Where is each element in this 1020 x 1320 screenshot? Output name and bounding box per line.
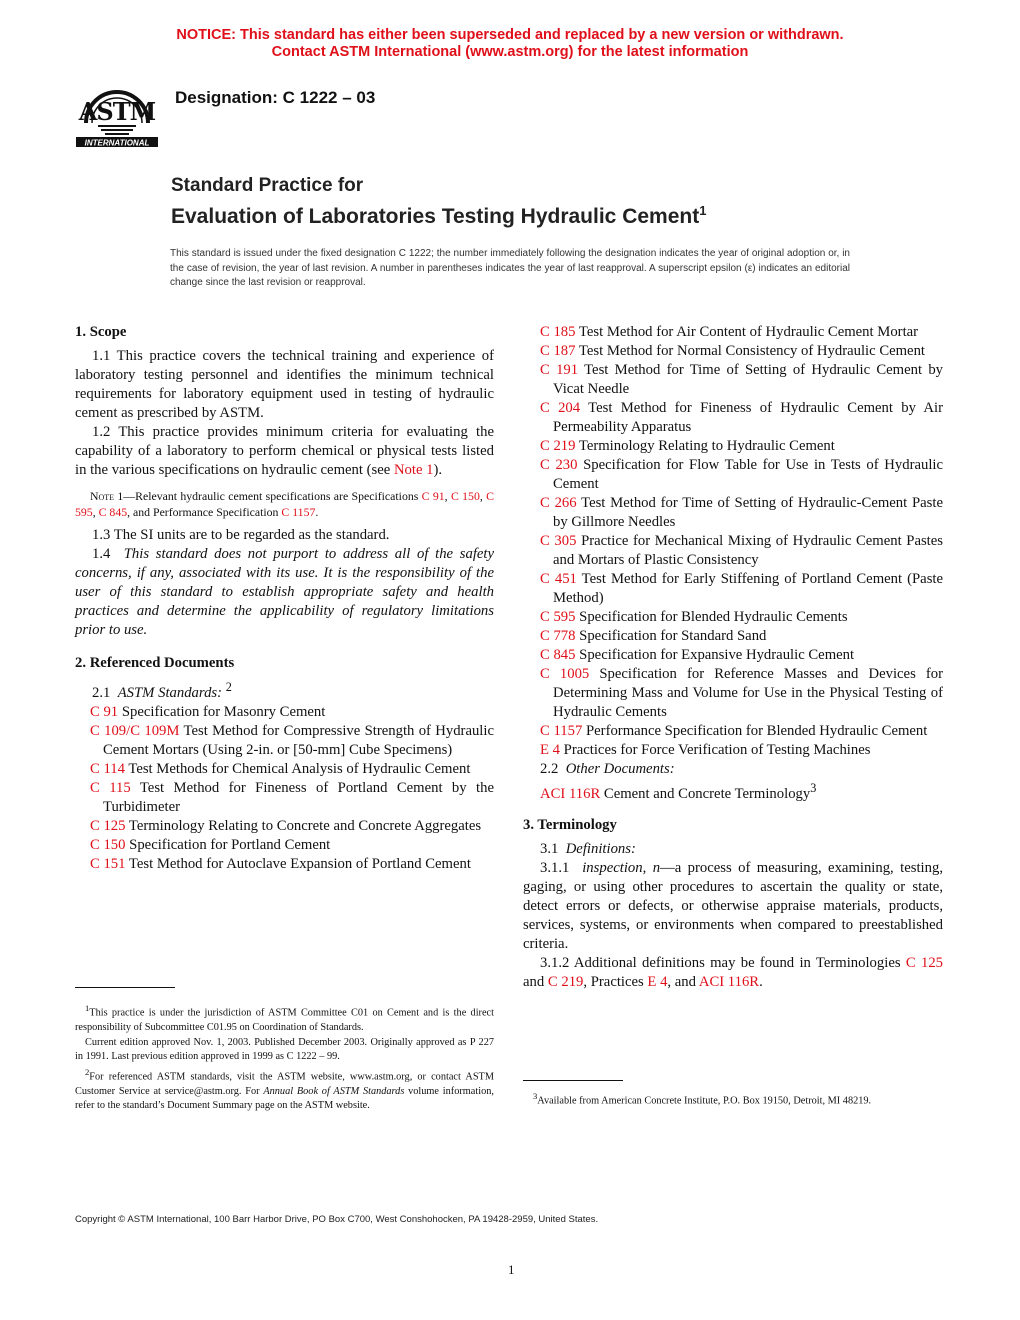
standard-title: Test Method for Fineness of Hydraulic Cement by Air Permeability Apparatus [553,400,944,435]
standard-link[interactable]: C 185 [540,324,576,340]
para-1-2: 1.2 This practice provides minimum criteria for evaluating the capability of a laboratory to perform chemical or physical tests listed in the various specifications on hydraulic cement (see Note 1). [75,424,494,478]
para-1-3: 1.3 The SI units are to be regarded as the standard. [92,527,390,543]
referenced-item [523,399,943,437]
footnote-3: $^3$Available from American Concrete Institute, P.O. Box 19150, Detroit, MI 48219. [533,1091,872,1107]
standard-link[interactable]: C 191 [540,362,579,378]
svg-text:INTERNATIONAL: INTERNATIONAL [84,138,150,148]
referenced-item [523,532,943,570]
section-1-heading: 1. Scope [75,324,127,340]
standard-link[interactable]: C 151 [90,855,126,872]
referenced-item [523,608,943,627]
left-column [75,323,494,874]
footnote-1-edition: Current edition approved Nov. 1, 2003. Published December 2003. Originally approved as P 227 in 1991. Last previous edition approved in 1999 as C 1222 – 99. [75,1036,494,1063]
link-c125[interactable]: C 125 [905,954,944,971]
standard-link[interactable]: C 845 [540,647,576,663]
para-3-1-2: 3.1.2 Additional definitions may be found in Terminologies C 125 and C 219, Practices E 4, and ACI 116R. [523,954,944,990]
footnotes-left [75,1001,494,1114]
title-line-2: Evaluation of Laboratories Testing Hydraulic Cement [171,205,700,228]
issuance-note: This standard is issued under the fixed designation C 1222; the number immediately following the designation indicates the year of original adoption or, in the case of revision, the year of last revision. A number in parentheses indicates the year of last reapproval. A superscript epsilon (ε) indicates an editorial change since the last revision or reapproval. [170,248,850,288]
standard-link[interactable]: C 1157 [540,723,583,739]
referenced-item [523,456,943,494]
standard-title: Test Method for Time of Setting of Hydraulic-Cement Paste by Gillmore Needles [553,495,944,530]
standard-title: Test Method for Early Stiffening of Portland Cement (Paste Method) [553,571,944,606]
referenced-item [75,855,494,874]
standard-link[interactable]: C 451 [540,571,577,587]
section-2-heading: 2. Referenced Documents [75,655,235,671]
standard-title: Specification for Portland Cement [125,836,331,853]
para-1-4: 1.4 This standard does not purport to address all of the safety concerns, if any, associated with its use. It is the responsibility of the user of this standard to establish appropriate safety and health practices and determine the applicability of regulatory limitations prior to use. [75,546,495,638]
referenced-item [523,361,943,399]
note-1-link[interactable]: Note 1 [393,462,434,478]
link-c1157[interactable]: C 1157 [281,505,316,519]
link-c595[interactable]: C 595 [75,489,494,519]
standard-link[interactable]: C 204 [540,400,581,416]
standard-title: Specification for Expansive Hydraulic Cement [575,647,855,663]
standard-title: Practices for Force Verification of Testing Machines [560,742,871,758]
right-column [523,323,943,992]
standard-title: Specification for Standard Sand [575,628,767,644]
standard-title: Test Method for Air Content of Hydraulic Cement Mortar [575,324,919,340]
standard-title: Specification for Blended Hydraulic Cements [575,609,848,625]
title-footnote-mark: 1 [699,203,707,218]
standard-link[interactable]: C 219 [540,438,576,454]
link-aci-116r[interactable]: ACI 116R [540,785,601,802]
referenced-item [523,665,943,722]
document-title [171,174,706,230]
referenced-item [75,836,494,855]
standard-title: Specification for Reference Masses and Devices for Determining Mass and Volume for Use in the Physical Testing of Hydraulic Cements [553,666,944,720]
standard-link[interactable]: C 114 [90,760,125,777]
referenced-item [523,437,943,456]
standard-title: Test Method for Time of Setting of Hydraulic Cement by Vicat Needle [553,362,944,397]
footnote-2: $^2$For referenced ASTM standards, visit the ASTM website, www.astm.org, or contact ASTM Customer Service at service@astm.org. For Annual Book of ASTM Standards volume information, refer to the standard’s Document Summary page on the ASTM website. [75,1066,494,1112]
standard-link[interactable]: C 266 [540,495,577,511]
standard-title: Practice for Mechanical Mixing of Hydraulic Cement Pastes and Mortars of Plastic Consistency [553,533,943,568]
referenced-item [523,627,943,646]
referenced-item [523,494,943,532]
referenced-item [523,323,943,342]
referenced-item [75,722,494,760]
link-aci[interactable]: ACI 116R [698,973,760,990]
footnotes-right [523,1089,943,1109]
ref-aci-116r: ACI 116R Cement and Concrete Terminology$^3$ [540,781,817,802]
referenced-item [75,760,494,779]
para-3-1: 3.1 Definitions: [540,840,636,857]
footnote-rule-right [523,1080,623,1081]
notice-line-1: NOTICE: This standard has either been superseded and replaced by a new version or withdrawn. [176,27,844,43]
para-2-1: 2.1 ASTM Standards: $^2$ [92,680,232,701]
standard-link[interactable]: C 305 [540,533,577,549]
designation: Designation: C 1222 – 03 [175,88,376,107]
astm-international-logo [74,76,160,148]
link-e4[interactable]: E 4 [647,973,668,990]
svg-text:ASTM: ASTM [78,97,156,126]
section-3-heading: 3. Terminology [523,816,617,833]
link-c845[interactable]: C 845 [98,505,128,519]
standard-link[interactable]: C 91 [90,703,119,720]
para-3-1-1: 3.1.1 inspection, n—a process of measuring, examining, testing, gaging, or using other procedures to ascertain the quality or state, detect errors or defects, or otherwise appraise materials, products, services, systems, or environments when compared to preestablished criteria. [523,859,943,952]
standard-link[interactable]: C 1005 [540,666,590,682]
para-1-1: 1.1 This practice covers the technical training and experience of laboratory testing personnel and identifies the minimum technical requirements for laboratory equipment used in testing of hydraulic cement as prescribed by ASTM. [75,348,494,421]
para-2-2: 2.2 Other Documents: [540,761,675,777]
standard-title: Terminology Relating to Concrete and Concrete Aggregates [125,817,482,834]
standard-title: Test Method for Fineness of Portland Cement by the Turbidimeter [103,779,494,815]
footnote-1: $^1$This practice is under the jurisdiction of ASTM Committee C01 on Cement and is the direct responsibility of Subcommittee C01.95 on Coordination of Standards. [75,1003,494,1034]
link-c91[interactable]: C 91 [421,489,445,503]
referenced-list-left [75,703,494,874]
standard-title: Test Method for Autoclave Expansion of Portland Cement [125,855,471,872]
standard-link[interactable]: C 187 [540,343,576,359]
standard-title: Specification for Masonry Cement [118,703,326,720]
referenced-item [75,779,494,817]
referenced-item [523,342,943,361]
note-1: Note 1—Relevant hydraulic cement specifications are Specifications C 91, C 150, C 595, C 845, and Performance Specification C 1157. [75,489,494,519]
copyright-line: Copyright © ASTM International, 100 Barr Harbor Drive, PO Box C700, West Conshohocken, PA 19428-2959, United States. [75,1214,599,1225]
notice-line-2: Contact ASTM International (www.astm.org) for the latest information [271,44,749,60]
standard-title: Test Method for Compressive Strength of Hydraulic Cement Mortars (Using 2-in. or [50-mm] Cube Specimens) [103,722,494,758]
standard-title: Specification for Flow Table for Use in Tests of Hydraulic Cement [553,457,943,492]
page-number: 1 [508,1262,515,1277]
referenced-item [523,646,943,665]
footnote-rule-left [75,987,175,988]
link-c150[interactable]: C 150 [450,489,480,503]
referenced-item [523,722,943,741]
referenced-item [75,817,494,836]
standard-link[interactable]: C 230 [540,457,578,473]
standard-link[interactable]: C 115 [90,779,131,796]
standard-link[interactable]: C 150 [90,836,126,853]
standard-link[interactable]: C 109/C 109M [90,722,180,739]
standard-link[interactable]: C 778 [540,628,576,644]
referenced-item [523,570,943,608]
title-line-1: Standard Practice for [171,175,364,196]
referenced-item [523,741,943,760]
standard-title: Test Method for Normal Consistency of Hydraulic Cement [575,343,926,359]
referenced-item [75,703,494,722]
link-c219[interactable]: C 219 [547,973,584,990]
standard-link[interactable]: C 125 [90,817,126,834]
withdrawal-notice [0,27,1020,61]
standard-title: Test Methods for Chemical Analysis of Hydraulic Cement [124,760,471,777]
standard-title: Terminology Relating to Hydraulic Cement [575,438,835,454]
standard-link[interactable]: C 595 [540,609,576,625]
referenced-list-right [523,323,943,760]
standard-link[interactable]: E 4 [540,742,560,758]
standard-title: Performance Specification for Blended Hydraulic Cement [582,723,928,739]
